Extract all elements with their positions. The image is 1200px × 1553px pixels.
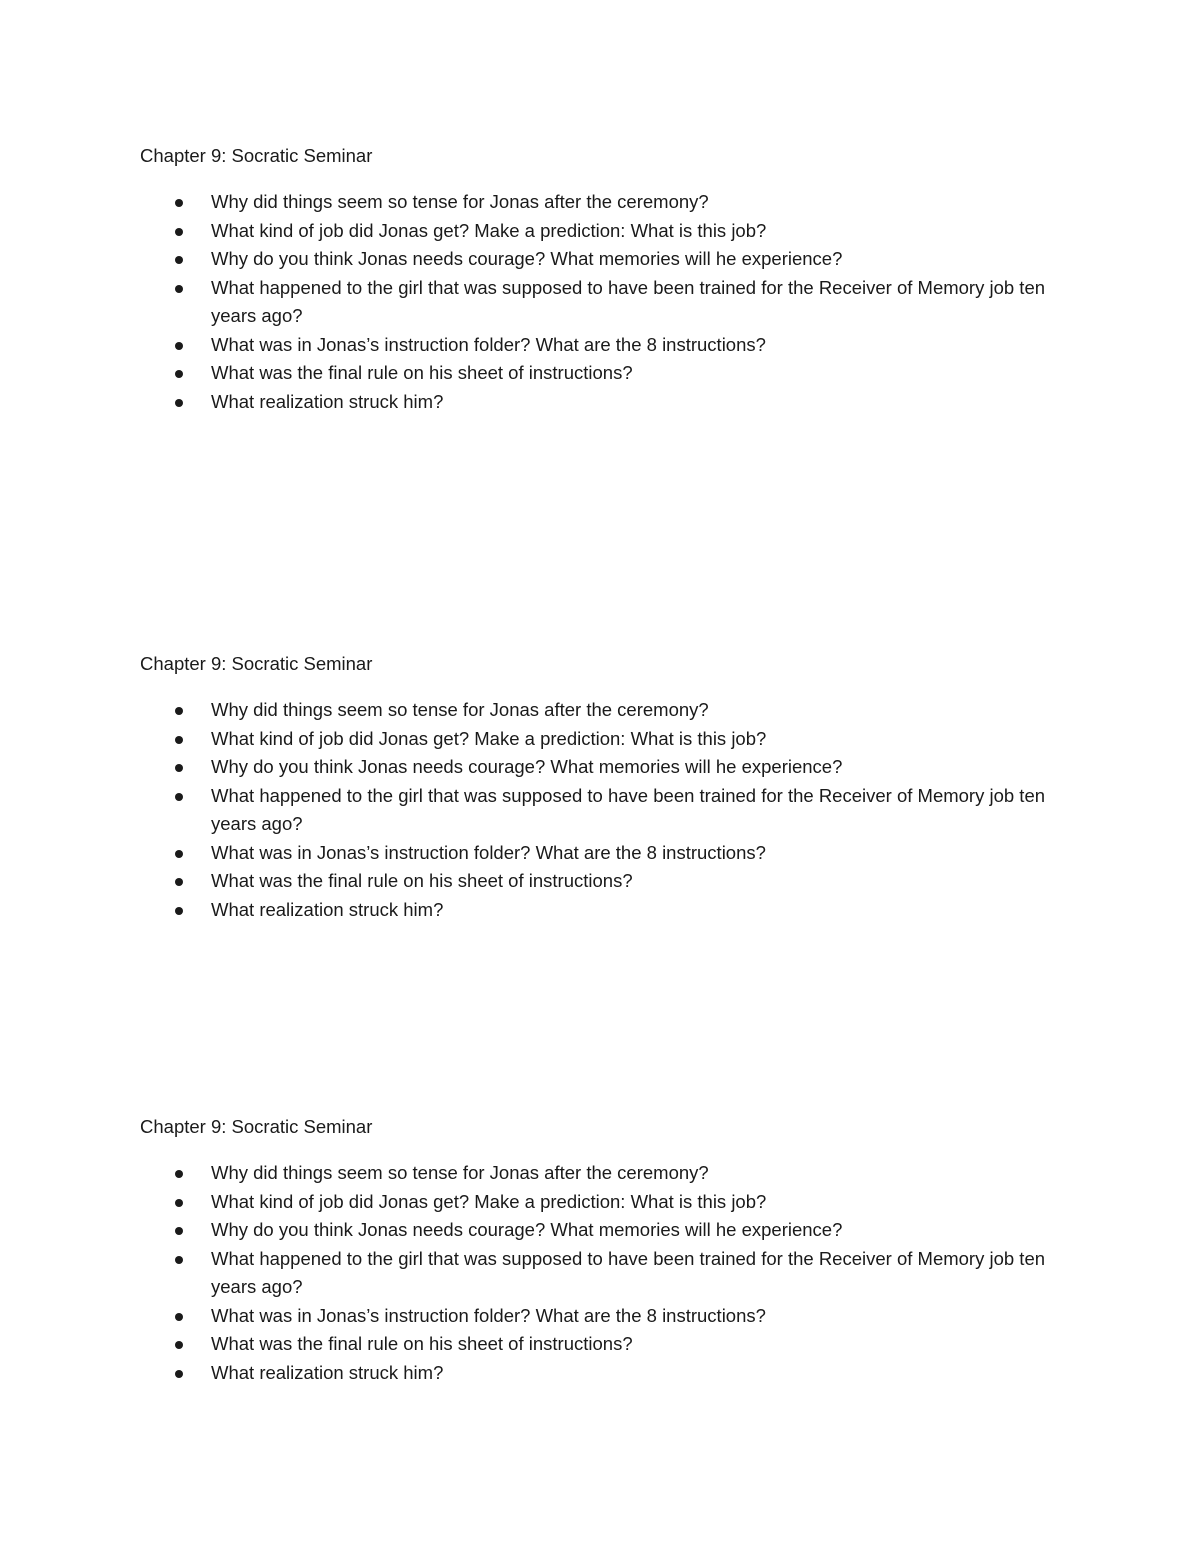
list-item — [140, 245, 1080, 274]
question-list — [140, 696, 1080, 924]
question-text: What was the final rule on his sheet of instructions? — [211, 870, 633, 891]
question-text: What happened to the girl that was supposed to have been trained for the Receiver of Memory job ten years ago? — [211, 784, 1046, 834]
section-title: Chapter 9: Socratic Seminar — [140, 653, 373, 674]
section-title: Chapter 9: Socratic Seminar — [140, 1116, 373, 1137]
bullet-icon — [175, 1227, 183, 1235]
question-text: Why do you think Jonas needs courage? What memories will he experience? — [211, 756, 843, 777]
bullet-icon — [175, 1341, 183, 1349]
list-item — [140, 1359, 1080, 1388]
worksheet-section-2 — [140, 652, 1080, 924]
worksheet-section-3 — [140, 1115, 1080, 1387]
bullet-icon — [175, 707, 183, 715]
list-item — [140, 217, 1080, 246]
bullet-icon — [175, 1256, 183, 1264]
list-item — [140, 1216, 1080, 1245]
list-item — [140, 1330, 1080, 1359]
list-item — [140, 725, 1080, 754]
list-item — [140, 1302, 1080, 1331]
bullet-icon — [175, 1199, 183, 1207]
list-item — [140, 274, 1080, 331]
list-item — [140, 839, 1080, 868]
bullet-icon — [175, 764, 183, 772]
bullet-icon — [175, 399, 183, 407]
question-text: Why did things seem so tense for Jonas after the ceremony? — [211, 191, 709, 212]
bullet-icon — [175, 878, 183, 886]
list-item — [140, 388, 1080, 417]
question-text: What realization struck him? — [211, 390, 444, 412]
question-list — [140, 188, 1080, 416]
question-text: Why did things seem so tense for Jonas after the ceremony? — [211, 699, 709, 720]
bullet-icon — [175, 228, 183, 236]
question-text: What happened to the girl that was supposed to have been trained for the Receiver of Memory job ten years ago? — [211, 276, 1046, 326]
question-text: What kind of job did Jonas get? Make a prediction: What is this job? — [211, 1190, 767, 1212]
question-text: What was in Jonas’s instruction folder? What are the 8 instructions? — [211, 333, 766, 355]
section-title: Chapter 9: Socratic Seminar — [140, 145, 373, 166]
question-text: Why did things seem so tense for Jonas after the ceremony? — [211, 1162, 709, 1183]
list-item — [140, 896, 1080, 925]
list-item — [140, 753, 1080, 782]
bullet-icon — [175, 1370, 183, 1378]
list-item — [140, 782, 1080, 839]
question-text: What was in Jonas’s instruction folder? What are the 8 instructions? — [211, 841, 766, 863]
list-item — [140, 331, 1080, 360]
question-text: What realization struck him? — [211, 898, 444, 920]
question-text: What was in Jonas’s instruction folder? What are the 8 instructions? — [211, 1304, 766, 1326]
list-item — [140, 696, 1080, 725]
question-text: What kind of job did Jonas get? Make a prediction: What is this job? — [211, 727, 767, 749]
list-item — [140, 1159, 1080, 1188]
bullet-icon — [175, 370, 183, 378]
bullet-icon — [175, 342, 183, 350]
list-item — [140, 188, 1080, 217]
bullet-icon — [175, 736, 183, 744]
question-text: What was the final rule on his sheet of instructions? — [211, 362, 633, 383]
question-text: What kind of job did Jonas get? Make a prediction: What is this job? — [211, 219, 767, 241]
list-item — [140, 359, 1080, 388]
bullet-icon — [175, 285, 183, 293]
list-item — [140, 1245, 1080, 1302]
question-list — [140, 1159, 1080, 1387]
bullet-icon — [175, 850, 183, 858]
bullet-icon — [175, 256, 183, 264]
bullet-icon — [175, 199, 183, 207]
bullet-icon — [175, 1313, 183, 1321]
list-item — [140, 867, 1080, 896]
question-text: Why do you think Jonas needs courage? What memories will he experience? — [211, 248, 843, 269]
question-text: What realization struck him? — [211, 1361, 444, 1383]
worksheet-section-1 — [140, 144, 1080, 416]
list-item — [140, 1188, 1080, 1217]
question-text: What was the final rule on his sheet of instructions? — [211, 1333, 633, 1354]
question-text: What happened to the girl that was supposed to have been trained for the Receiver of Memory job ten years ago? — [211, 1247, 1046, 1297]
bullet-icon — [175, 907, 183, 915]
bullet-icon — [175, 793, 183, 801]
question-text: Why do you think Jonas needs courage? What memories will he experience? — [211, 1219, 843, 1240]
bullet-icon — [175, 1170, 183, 1178]
